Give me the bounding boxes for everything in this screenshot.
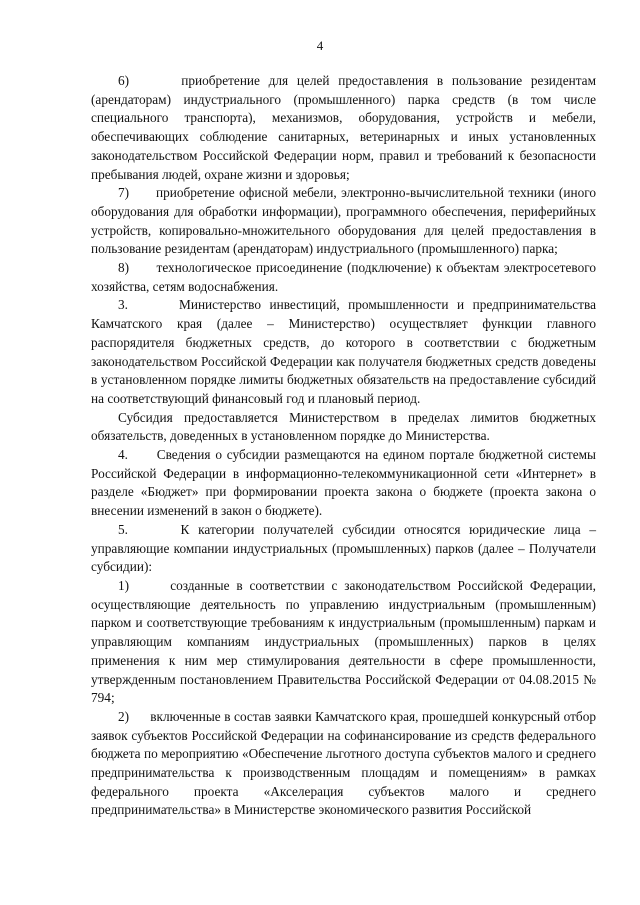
paragraph-item-6: 6) приобретение для целей предоставления в пользование резидентам (арендаторам) индустриального (промышленного) парка средств (в том числе специального транспорта), механизмов, оборудования, устройств и мебели, обеспечивающих соблюдение санитарных, ветеринарных и иных установленных законодательством Российской Федерации норм, правил и требований к безопасности пребывания людей, охране жизни и здоровья; [91, 73, 596, 182]
paragraph-section-4: 4. Сведения о субсидии размещаются на едином портале бюджетной системы Российской Федерации в информационно-телекоммуникационной сети «Интернет» в разделе «Бюджет» при формировании проекта закона о бюджете (проекта закона о внесении изменений в закон о бюджете). [91, 447, 596, 519]
paragraph-recipient-criteria-2: 2) включенные в состав заявки Камчатского края, прошедшей конкурсный отбор заявок субъектов Российской Федерации на софинансирование из средств федерального бюджета по мероприятию «Обеспечение льготного доступа субъектов малого и среднего предпринимательства к производственным площадям и помещениям» в рамках федерального проекта «Акселерация субъектов малого и среднего предпринимательства» в Министерстве экономического развития Российской [91, 708, 596, 818]
page-number: 4 [316, 38, 324, 53]
paragraph-section-3: 3. Министерство инвестиций, промышленности и предпринимательства Камчатского края (далее – Министерство) осуществляет функции главного распорядителя бюджетных средств, до которого в соответствии с бюджетным законодательством Российской Федерации как получателя бюджетных средств доведены в установленном порядке лимиты бюджетных обязательств на предоставление субсидий на соответствующий финансовый год и плановый период. [91, 297, 596, 406]
paragraph-item-8: 8) технологическое присоединение (подключение) к объектам электросетевого хозяйства, сетям водоснабжения. [91, 260, 596, 294]
paragraph-subsidy-limits: Субсидия предоставляется Министерством в пределах лимитов бюджетных обязательств, доведенных в установленном порядке до Министерства. [91, 409, 596, 444]
paragraph-recipient-criteria-1: 1) созданные в соответствии с законодательством Российской Федерации, осуществляющие деятельность по управлению индустриальным (промышленным) парком и соответствующие требованиям к индустриальным (промышленным) паркам и управляющим компаниям индустриальных (промышленных) парков в целях применения к ним мер стимулирования деятельности в сфере промышленности, утвержденным постановлением Правительства Российской Федерации от 04.08.2015 № 794; [91, 577, 596, 706]
paragraph-item-7: 7) приобретение офисной мебели, электронно-вычислительной техники (иного оборудования для обработки информации), программного обеспечения, периферийных устройств, копировально-множительного оборудования для целей предоставления в пользование резидентам (арендаторам) индустриального (промышленного) парка; [91, 185, 596, 257]
document-body [91, 72, 596, 820]
paragraph-section-5: 5. К категории получателей субсидии относятся юридические лица – управляющие компании индустриальных (промышленных) парков (далее – Получатели субсидии): [91, 521, 596, 575]
